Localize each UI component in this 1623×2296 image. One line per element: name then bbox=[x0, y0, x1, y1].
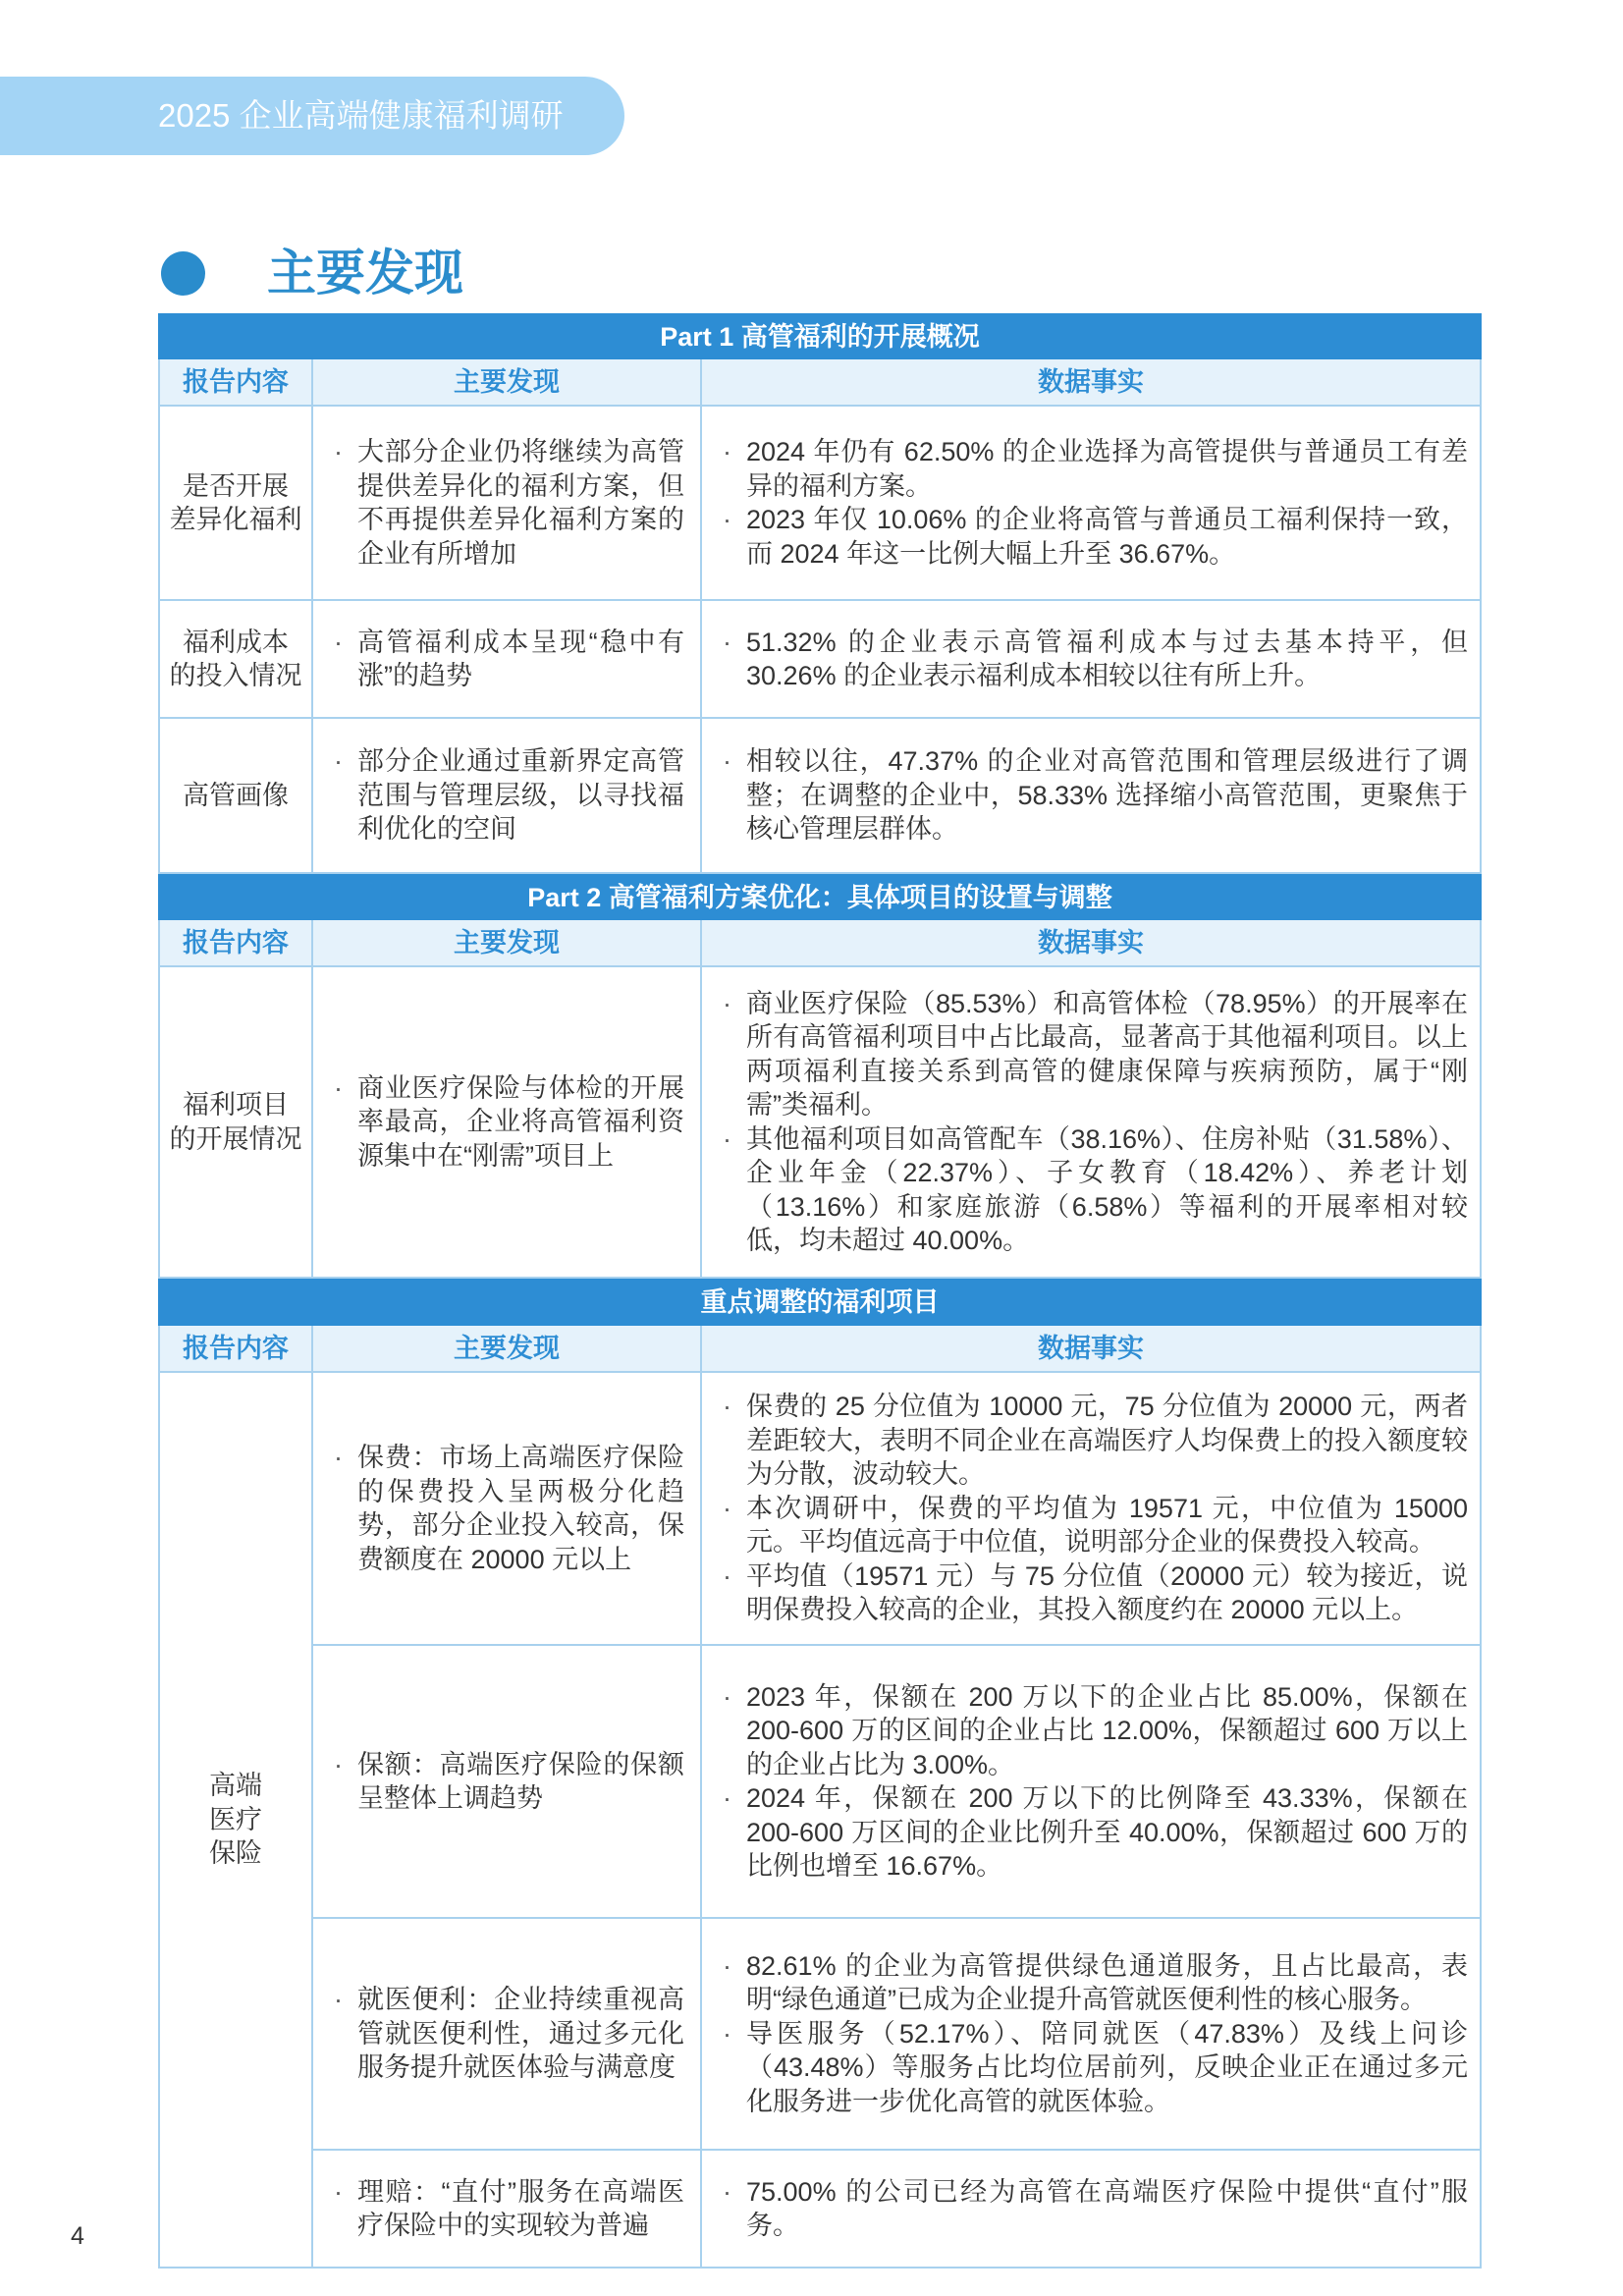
finding-cell bbox=[313, 967, 702, 1279]
section-title: 主要发现 bbox=[267, 246, 463, 301]
facts-cell bbox=[702, 407, 1482, 601]
fact-item: · 2023 年，保额在 200 万以下的企业占比 85.00%，保额在 200-600 万的区间的企业占比 12.00%，保额超过 600 万以上的企业占比为 3.00%。 bbox=[746, 1680, 1468, 1782]
fact-item: · 其他福利项目如高管配车（38.16%）、住房补贴（31.58%）、企业年金（22.37%）、子女教育（18.42%）、养老计划（13.16%）和家庭旅游（6.58%）等福利的开展率相对较低，均未超过 40.00%。 bbox=[746, 1122, 1468, 1258]
finding-text: · 部分企业通过重新界定高管范围与管理层级，以寻找福利优化的空间 bbox=[357, 744, 684, 847]
col-header-report-content: 报告内容 bbox=[158, 359, 313, 407]
col-header-data-facts: 数据事实 bbox=[702, 920, 1482, 967]
topic-cell bbox=[158, 719, 313, 874]
topic-cell bbox=[158, 967, 313, 1279]
fact-item: · 2024 年仍有 62.50% 的企业选择为高管提供与普通员工有差异的福利方案。 bbox=[746, 435, 1468, 503]
topic-label: 高端 医疗 保险 bbox=[209, 1771, 262, 1869]
fact-item: · 本次调研中，保费的平均值为 19571 元，中位值为 15000 元。平均值远高于中位值，说明部分企业的保费投入较高。 bbox=[746, 1492, 1468, 1559]
fact-item: · 平均值（19571 元）与 75 分位值（20000 元）较为接近，说明保费投入较高的企业，其投入额度约在 20000 元以上。 bbox=[746, 1559, 1468, 1627]
page-number: 4 bbox=[71, 2222, 84, 2250]
col-header-report-content: 报告内容 bbox=[158, 1326, 313, 1373]
report-title: 2025 企业高端健康福利调研 bbox=[158, 97, 564, 134]
facts-cell bbox=[702, 601, 1482, 719]
facts-cell bbox=[702, 1646, 1482, 1919]
fact-item: · 商业医疗保险（85.53%）和高管体检（78.95%）的开展率在所有高管福利项目中占比最高，显著高于其他福利项目。以上两项福利直接关系到高管的健康保障与疾病预防，属于“刚需”类福利。 bbox=[746, 987, 1468, 1122]
section-bullet-icon bbox=[161, 251, 205, 296]
facts-cell bbox=[702, 1373, 1482, 1646]
part1-band-title: Part 1 高管福利的开展概况 bbox=[158, 313, 1482, 359]
topic-label: 高管画像 bbox=[183, 780, 289, 810]
topic-label: 是否开展 差异化福利 bbox=[169, 470, 302, 534]
fact-item: · 相较以往，47.37% 的企业对高管范围和管理层级进行了调整；在调整的企业中，58.33% 选择缩小高管范围，更聚焦于核心管理层群体。 bbox=[746, 744, 1468, 847]
part3-band-title: 重点调整的福利项目 bbox=[158, 1279, 1482, 1326]
col-header-main-findings: 主要发现 bbox=[313, 1326, 702, 1373]
finding-cell bbox=[313, 1646, 702, 1919]
finding-cell bbox=[313, 2151, 702, 2269]
topic-label: 福利项目 的开展情况 bbox=[169, 1090, 302, 1154]
fact-item: · 2023 年仅 10.06% 的企业将高管与普通员工福利保持一致，而 2024 年这一比例大幅上升至 36.67%。 bbox=[746, 503, 1468, 571]
finding-text: · 保额：高端医疗保险的保额呈整体上调趋势 bbox=[357, 1748, 684, 1816]
facts-cell bbox=[702, 2151, 1482, 2269]
topic-label: 福利成本 的投入情况 bbox=[169, 627, 302, 690]
col-header-report-content: 报告内容 bbox=[158, 920, 313, 967]
finding-text: · 大部分企业仍将继续为高管提供差异化的福利方案，但不再提供差异化福利方案的企业有所增加 bbox=[357, 435, 684, 571]
finding-cell bbox=[313, 719, 702, 874]
finding-cell bbox=[313, 1373, 702, 1646]
topic-cell-merged bbox=[158, 1373, 313, 2269]
finding-text: · 就医便利：企业持续重视高管就医便利性，通过多元化服务提升就医体验与满意度 bbox=[357, 1983, 684, 2085]
facts-cell bbox=[702, 1919, 1482, 2151]
col-header-main-findings: 主要发现 bbox=[313, 359, 702, 407]
fact-item: · 82.61% 的企业为高管提供绿色通道服务，且占比最高，表明“绿色通道”已成为企业提升高管就医便利性的核心服务。 bbox=[746, 1949, 1468, 2017]
fact-item: · 2024 年，保额在 200 万以下的比例降至 43.33%，保额在 200-600 万区间的企业比例升至 40.00%，保额超过 600 万的比例也增至 16.67%。 bbox=[746, 1781, 1468, 1884]
col-header-main-findings: 主要发现 bbox=[313, 920, 702, 967]
col-header-data-facts: 数据事实 bbox=[702, 1326, 1482, 1373]
facts-cell bbox=[702, 967, 1482, 1279]
finding-cell bbox=[313, 601, 702, 719]
findings-table bbox=[158, 313, 1482, 2269]
topic-cell bbox=[158, 407, 313, 601]
fact-item: · 75.00% 的公司已经为高管在高端医疗保险中提供“直付”服务。 bbox=[746, 2175, 1468, 2243]
fact-item: · 51.32% 的企业表示高管福利成本与过去基本持平，但 30.26% 的企业表示福利成本相较以往有所上升。 bbox=[746, 626, 1468, 693]
finding-text: · 保费：市场上高端医疗保险的保费投入呈两极分化趋势，部分企业投入较高，保费额度在 20000 元以上 bbox=[357, 1441, 684, 1576]
fact-item: · 保费的 25 分位值为 10000 元，75 分位值为 20000 元，两者差距较大，表明不同企业在高端医疗人均保费上的投入额度较为分散，波动较大。 bbox=[746, 1390, 1468, 1492]
report-header-banner bbox=[0, 77, 624, 155]
topic-cell bbox=[158, 601, 313, 719]
part2-band-title: Part 2 高管福利方案优化：具体项目的设置与调整 bbox=[158, 874, 1482, 920]
col-header-data-facts: 数据事实 bbox=[702, 359, 1482, 407]
finding-text: · 商业医疗保险与体检的开展率最高，企业将高管福利资源集中在“刚需”项目上 bbox=[357, 1071, 684, 1174]
finding-cell bbox=[313, 407, 702, 601]
facts-cell bbox=[702, 719, 1482, 874]
fact-item: · 导医服务（52.17%）、陪同就医（47.83%）及线上问诊（43.48%）等服务占比均位居前列，反映企业正在通过多元化服务进一步优化高管的就医体验。 bbox=[746, 2017, 1468, 2119]
finding-text: · 理赔：“直付”服务在高端医疗保险中的实现较为普遍 bbox=[357, 2175, 684, 2243]
finding-cell bbox=[313, 1919, 702, 2151]
finding-text: · 高管福利成本呈现“稳中有涨”的趋势 bbox=[357, 626, 684, 693]
